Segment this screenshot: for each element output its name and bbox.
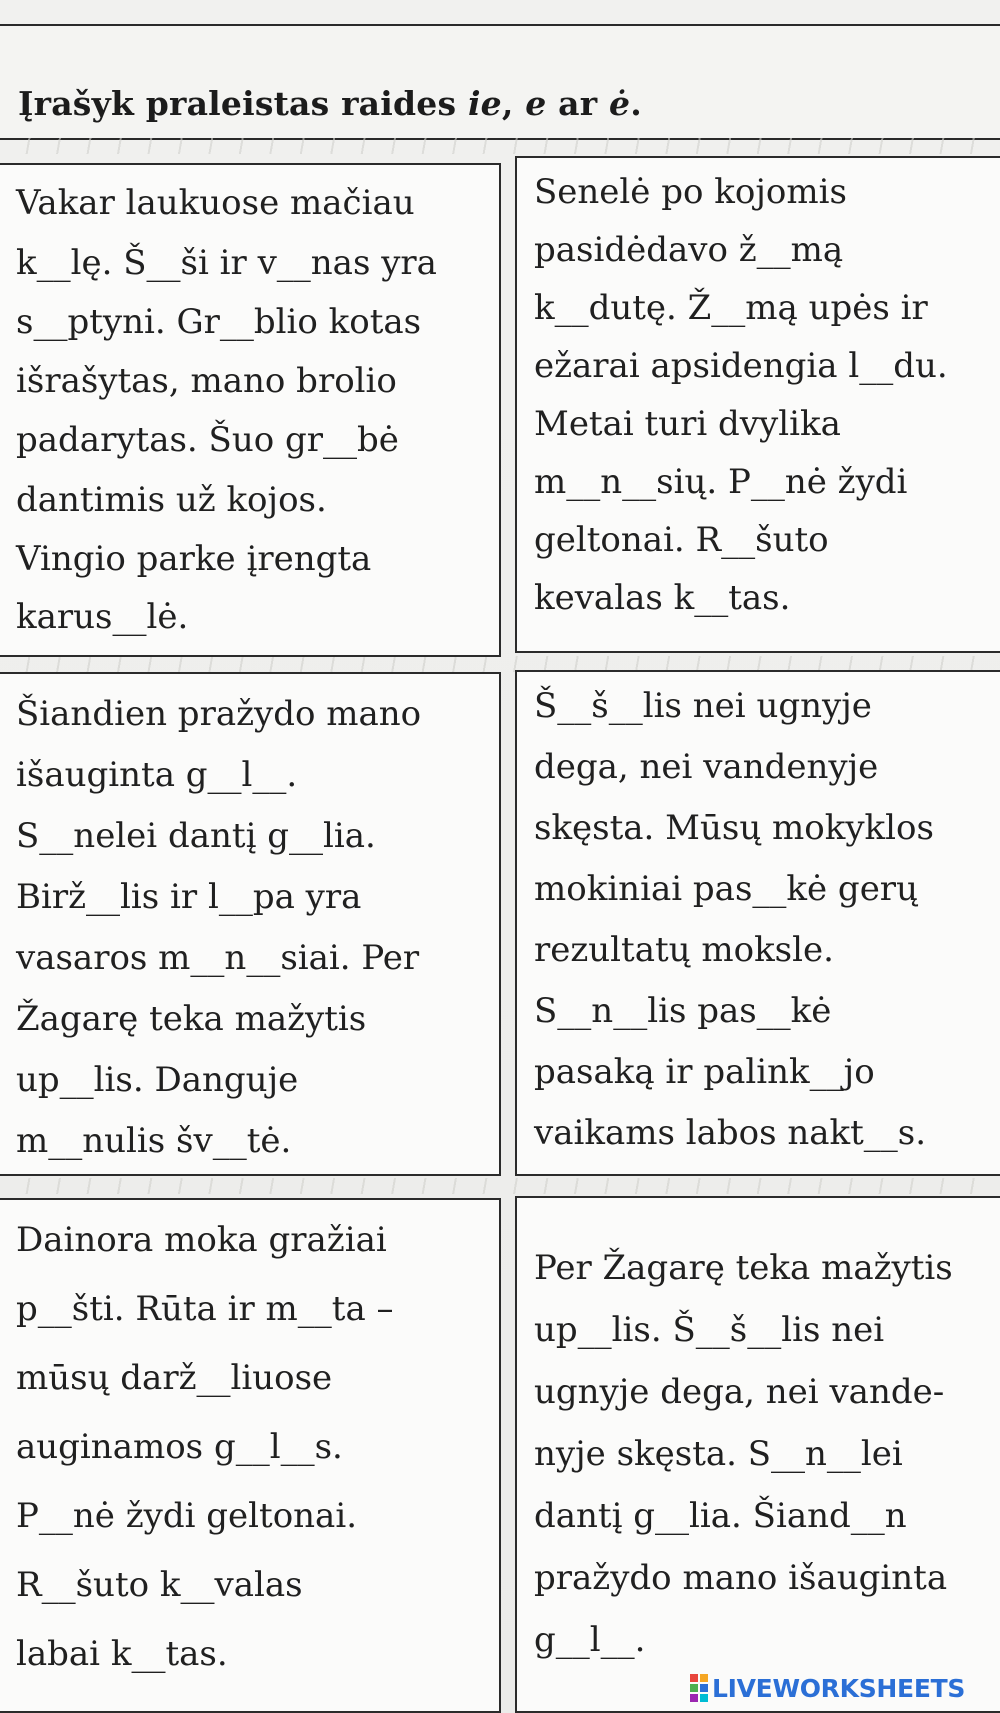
text-line: padarytas. Šuo gr__bė: [16, 420, 399, 460]
text-line: R__šuto k__valas: [16, 1565, 303, 1605]
instruction-text: [18, 84, 642, 123]
text-line: S__nelei dantį g__lia.: [16, 816, 376, 856]
text-line: skęsta. Mūsų mokyklos: [534, 808, 934, 848]
text-line: up__lis. Danguje: [16, 1060, 299, 1100]
text-line: S__n__lis pas__kė: [534, 991, 832, 1031]
logo-text: LIVEWORKSHEETS: [712, 1673, 966, 1703]
text-line: geltonai. R__šuto: [534, 520, 829, 560]
exercise-box-5: [0, 1198, 501, 1713]
option-e-dot: ė: [609, 84, 631, 123]
instruction-suffix: .: [630, 84, 642, 123]
exercise-box-3: [0, 672, 501, 1176]
text-line: Birž__lis ir l__pa yra: [16, 877, 362, 917]
text-line: auginamos g__l__s.: [16, 1427, 343, 1467]
text-line: nyje skęsta. S__n__lei: [534, 1434, 903, 1474]
text-line: pasidėdavo ž__mą: [534, 230, 844, 270]
text-line: Dainora moka gražiai: [16, 1220, 387, 1260]
instruction-sep: ar: [546, 84, 610, 123]
exercise-box-4: [515, 670, 1000, 1176]
text-line: išauginta g__l__.: [16, 755, 298, 795]
text-line: ežarai apsidengia l__du.: [534, 346, 948, 386]
text-line: Per Žagarę teka mažytis: [534, 1248, 953, 1288]
text-line: k__lę. Š__ši ir v__nas yra: [16, 243, 437, 283]
text-line: karus__lė.: [16, 597, 189, 637]
text-line: k__dutę. Ž__mą upės ir: [534, 288, 928, 328]
text-line: išrašytas, mano brolio: [16, 361, 397, 401]
instruction-sep: ,: [501, 84, 526, 123]
text-line: ugnyje dega, nei vande-: [534, 1372, 945, 1412]
liveworksheets-logo: [690, 1671, 965, 1705]
exercise-box-2: [515, 156, 1000, 653]
text-line: s__ptyni. Gr__blio kotas: [16, 302, 422, 342]
text-line: Metai turi dvylika: [534, 404, 841, 444]
text-line: g__l__.: [534, 1620, 646, 1660]
text-line: labai k__tas.: [16, 1634, 228, 1674]
text-line: Vingio parke įrengta: [16, 539, 372, 579]
text-line: Šiandien pražydo mano: [16, 694, 422, 734]
text-line: mūsų darž__liuose: [16, 1358, 333, 1398]
text-line: p__šti. Rūta ir m__ta –: [16, 1289, 394, 1329]
text-line: Š__š__lis nei ugnyje: [534, 686, 872, 726]
text-line: kevalas k__tas.: [534, 578, 791, 618]
text-line: Vakar laukuose mačiau: [16, 183, 415, 223]
exercise-box-6: [515, 1196, 1000, 1713]
option-ie: ie: [467, 84, 502, 123]
text-line: dega, nei vandenyje: [534, 747, 879, 787]
divider: [0, 138, 1000, 154]
text-line: m__n__sių. P__nė žydi: [534, 462, 908, 502]
text-line: up__lis. Š__š__lis nei: [534, 1310, 885, 1350]
text-line: m__nulis šv__tė.: [16, 1121, 292, 1161]
text-line: vaikams labos nakt__s.: [534, 1113, 927, 1153]
text-line: Žagarę teka mažytis: [16, 999, 367, 1039]
logo-grid-icon: [690, 1674, 708, 1702]
text-line: pražydo mano išauginta: [534, 1558, 948, 1598]
text-line: Senelė po kojomis: [534, 172, 847, 212]
text-line: rezultatų moksle.: [534, 930, 834, 970]
instruction-header: [0, 24, 1000, 140]
text-line: dantį g__lia. Šiand__n: [534, 1496, 907, 1536]
text-line: mokiniai pas__kė gerų: [534, 869, 918, 909]
text-line: vasaros m__n__siai. Per: [16, 938, 420, 978]
divider: [0, 1178, 1000, 1194]
exercise-box-1: [0, 163, 501, 657]
instruction-prefix: Įrašyk praleistas raides: [18, 84, 468, 123]
text-line: dantimis už kojos.: [16, 480, 327, 520]
text-line: pasaką ir palink__jo: [534, 1052, 875, 1092]
option-e: e: [525, 84, 547, 123]
text-line: P__nė žydi geltonai.: [16, 1496, 358, 1536]
